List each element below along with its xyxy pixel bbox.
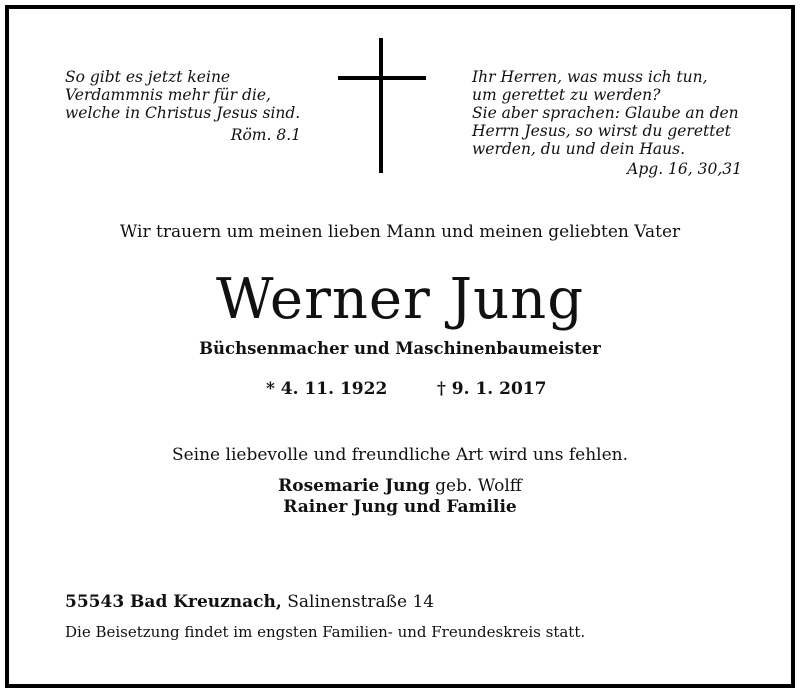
verse-left bbox=[65, 68, 301, 144]
verse-right-line: Ihr Herren, was muss ich tun, bbox=[472, 68, 708, 86]
family-member-maiden-name: geb. Wolff bbox=[429, 476, 522, 496]
family-member-name: Rosemarie Jung bbox=[278, 476, 430, 496]
verse-left-line: welche in Christus Jesus sind. bbox=[65, 104, 301, 122]
intro-text: Wir trauern um meinen lieben Mann und meinen geliebten Vater bbox=[119, 222, 681, 242]
profession: Büchsenmacher und Maschinenbaumeister bbox=[199, 339, 601, 358]
verse-right-line: um gerettet zu werden? bbox=[472, 86, 661, 104]
verse-right-line: Sie aber sprachen: Glaube an den bbox=[472, 104, 739, 122]
burial-note: Die Beisetzung findet im engsten Familien- und Freundeskreis statt. bbox=[65, 623, 586, 641]
address bbox=[65, 592, 434, 612]
family-line-2: Rainer Jung und Familie bbox=[283, 497, 517, 517]
address-city: 55543 Bad Kreuznach, bbox=[65, 592, 282, 612]
verse-left-reference: Röm. 8.1 bbox=[230, 126, 301, 144]
tribute-text: Seine liebevolle und freundliche Art wird uns fehlen. bbox=[171, 445, 629, 465]
verse-left-line: Verdammnis mehr für die, bbox=[65, 86, 271, 104]
death-date: † 9. 1. 2017 bbox=[437, 379, 547, 399]
verse-right bbox=[472, 68, 742, 178]
birth-date: * 4. 11. 1922 bbox=[266, 379, 388, 399]
family-line-1 bbox=[9, 476, 791, 496]
address-street: Salinenstraße 14 bbox=[281, 592, 435, 612]
verse-right-reference: Apg. 16, 30,31 bbox=[627, 160, 742, 178]
verse-right-line: Herrn Jesus, so wirst du gerettet bbox=[472, 122, 731, 140]
verse-left-line: So gibt es jetzt keine bbox=[65, 68, 231, 86]
obituary-notice bbox=[5, 5, 795, 688]
deceased-name: Werner Jung bbox=[215, 267, 585, 332]
verse-right-line: werden, du und dein Haus. bbox=[472, 140, 686, 158]
